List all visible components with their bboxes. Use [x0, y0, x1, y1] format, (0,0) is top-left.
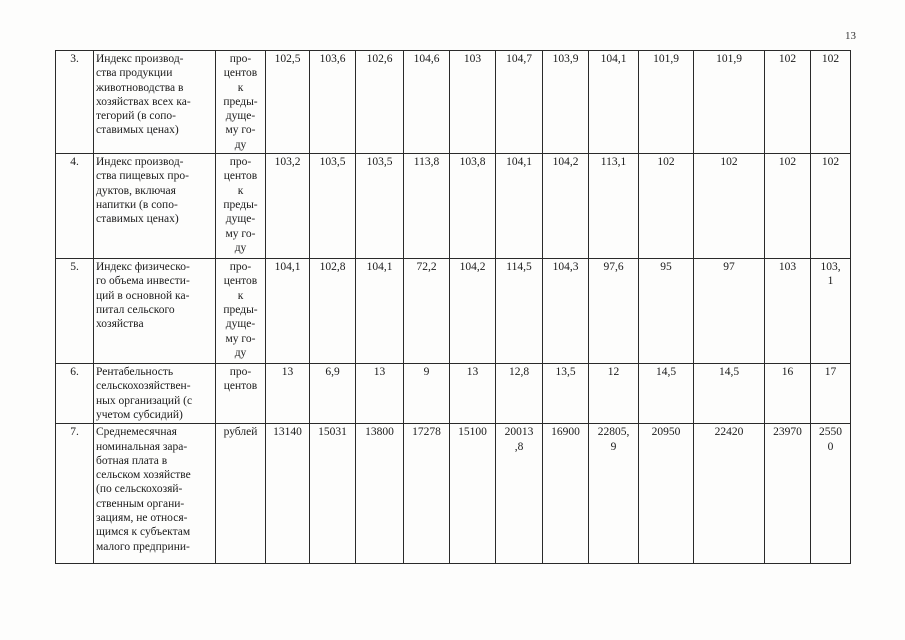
value-cell: 103,5	[356, 154, 404, 259]
value-cell: 13800	[356, 424, 404, 564]
indicators-table	[55, 50, 851, 564]
table-row	[56, 259, 851, 364]
value-cell: 12,8	[496, 364, 543, 424]
value-cell: 95	[639, 259, 694, 364]
value-cell: 103,2	[266, 154, 310, 259]
value-cell: 17278	[404, 424, 450, 564]
value-cell: 104,1	[266, 259, 310, 364]
value-cell: 20013 ,8	[496, 424, 543, 564]
value-cell: 102	[765, 154, 811, 259]
row-number: 7.	[56, 424, 94, 564]
value-cell: 102	[811, 51, 851, 154]
unit-of-measure: про- центов к преды- дуще- му го- ду	[216, 51, 266, 154]
value-cell: 104,2	[450, 259, 496, 364]
value-cell: 13,5	[543, 364, 589, 424]
value-cell: 114,5	[496, 259, 543, 364]
unit-of-measure: про- центов к преды- дуще- му го- ду	[216, 259, 266, 364]
value-cell: 102	[694, 154, 765, 259]
value-cell: 13	[356, 364, 404, 424]
table-row	[56, 51, 851, 154]
indicator-name: Индекс физическо- го объема инвести- ций в основной ка- питал сельского хозяйства	[94, 259, 216, 364]
page-number: 13	[845, 30, 856, 42]
indicator-name: Рентабельность сельскохозяйствен- ных организаций (с учетом субсидий)	[94, 364, 216, 424]
value-cell: 17	[811, 364, 851, 424]
value-cell: 6,9	[310, 364, 356, 424]
unit-of-measure: рублей	[216, 424, 266, 564]
row-number: 4.	[56, 154, 94, 259]
value-cell: 104,2	[543, 154, 589, 259]
value-cell: 13	[266, 364, 310, 424]
value-cell: 103	[450, 51, 496, 154]
value-cell: 15100	[450, 424, 496, 564]
value-cell: 102	[811, 154, 851, 259]
table-row	[56, 154, 851, 259]
value-cell: 103,6	[310, 51, 356, 154]
table-row	[56, 364, 851, 424]
value-cell: 15031	[310, 424, 356, 564]
value-cell: 104,1	[496, 154, 543, 259]
value-cell: 22805, 9	[589, 424, 639, 564]
value-cell: 20950	[639, 424, 694, 564]
value-cell: 16900	[543, 424, 589, 564]
unit-of-measure: про- центов к преды- дуще- му го- ду	[216, 154, 266, 259]
value-cell: 113,8	[404, 154, 450, 259]
value-cell: 104,3	[543, 259, 589, 364]
value-cell: 102	[639, 154, 694, 259]
value-cell: 13	[450, 364, 496, 424]
value-cell: 22420	[694, 424, 765, 564]
value-cell: 113,1	[589, 154, 639, 259]
value-cell: 103, 1	[811, 259, 851, 364]
value-cell: 103,9	[543, 51, 589, 154]
unit-of-measure: про- центов	[216, 364, 266, 424]
value-cell: 104,1	[589, 51, 639, 154]
value-cell: 97,6	[589, 259, 639, 364]
table-row	[56, 424, 851, 564]
row-number: 6.	[56, 364, 94, 424]
indicator-name: Индекс производ- ства продукции животноводства в хозяйствах всех ка- тегорий (в сопо- ставимых ценах)	[94, 51, 216, 154]
value-cell: 16	[765, 364, 811, 424]
value-cell: 103,8	[450, 154, 496, 259]
value-cell: 101,9	[639, 51, 694, 154]
value-cell: 102,5	[266, 51, 310, 154]
value-cell: 102,6	[356, 51, 404, 154]
value-cell: 104,7	[496, 51, 543, 154]
value-cell: 103	[765, 259, 811, 364]
row-number: 5.	[56, 259, 94, 364]
value-cell: 102,8	[310, 259, 356, 364]
value-cell: 23970	[765, 424, 811, 564]
value-cell: 14,5	[639, 364, 694, 424]
value-cell: 13140	[266, 424, 310, 564]
value-cell: 72,2	[404, 259, 450, 364]
indicator-name: Среднемесячная номинальная зара- ботная плата в сельском хозяйстве (по сельскохозяй- ственным органи- зациям, не относя- щимся к субъектам малого предприни-	[94, 424, 216, 564]
value-cell: 101,9	[694, 51, 765, 154]
value-cell: 97	[694, 259, 765, 364]
row-number: 3.	[56, 51, 94, 154]
value-cell: 104,6	[404, 51, 450, 154]
value-cell: 102	[765, 51, 811, 154]
value-cell: 14,5	[694, 364, 765, 424]
indicator-name: Индекс производ- ства пищевых про- дуктов, включая напитки (в сопо- ставимых ценах)	[94, 154, 216, 259]
value-cell: 104,1	[356, 259, 404, 364]
value-cell: 2550 0	[811, 424, 851, 564]
value-cell: 9	[404, 364, 450, 424]
value-cell: 103,5	[310, 154, 356, 259]
value-cell: 12	[589, 364, 639, 424]
